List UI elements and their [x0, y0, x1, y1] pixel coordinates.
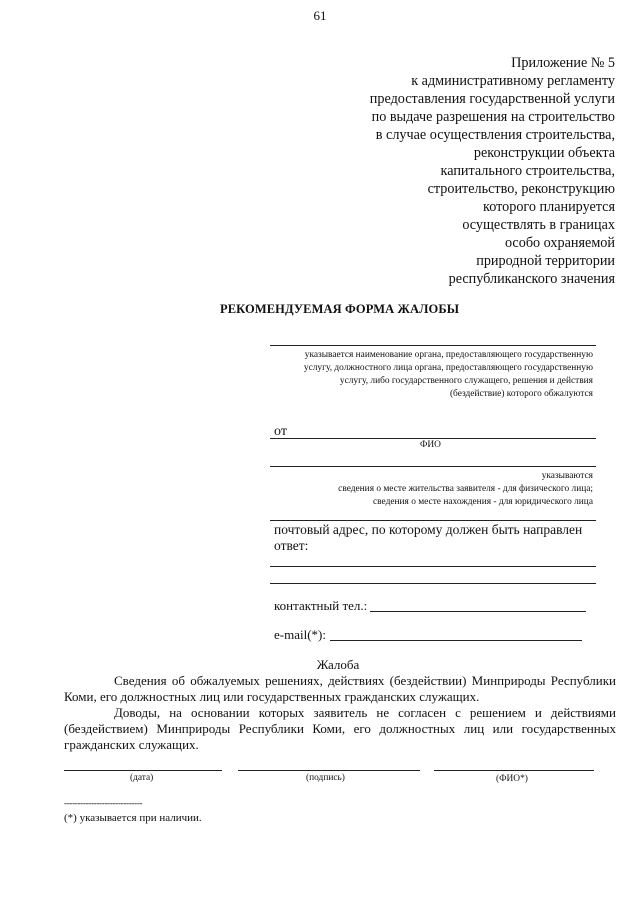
- appendix-line: особо охраняемой: [504, 235, 615, 251]
- appendix-line: осуществлять в границах: [462, 217, 615, 233]
- appendix-line: в случае осуществления строительства,: [375, 127, 615, 143]
- phone-label: контактный тел.:: [274, 598, 368, 613]
- appendix-line: по выдаче разрешения на строительство: [371, 109, 615, 125]
- phone-field[interactable]: [370, 611, 586, 612]
- appendix-line: Приложение № 5: [511, 55, 615, 71]
- address-caption-line: сведения о месте нахождения - для юридического лица: [373, 497, 593, 507]
- appendix-line: к административному регламенту: [411, 73, 615, 89]
- complaint-paragraph: Сведения об обжалуемых решениях, действиях (бездействии) Минприроды Республики Коми, его должностных лиц или государственных гражданских служащих.: [64, 673, 616, 704]
- footnote-rule: -----------------------------: [64, 798, 143, 808]
- appendix-line: капитального строительства,: [440, 163, 615, 179]
- address-caption-line: сведения о месте жительства заявителя - для физического лица;: [338, 484, 593, 494]
- page-number: 61: [313, 8, 327, 23]
- appendix-line: предоставления государственной услуги: [369, 91, 615, 107]
- signature-caption: (подпись): [306, 773, 345, 783]
- appendix-line: республиканского значения: [448, 271, 615, 287]
- signature-fio-field[interactable]: [434, 770, 594, 771]
- appendix-line: строительство, реконструкцию: [427, 181, 615, 197]
- footnote: (*) указывается при наличии.: [64, 812, 202, 824]
- from-label: от: [274, 424, 287, 439]
- divider-line: [270, 520, 596, 521]
- email-field[interactable]: [330, 640, 582, 641]
- organ-caption: указывается наименование органа, предоставляющего государственную услугу, должностного лица органа, предоставляющего государственную услугу, либо государственного служащего, решения и действия (бездействие) которого обжалуются: [303, 350, 593, 399]
- postal-address-label: почтовый адрес, по которому должен быть направлен ответ:: [274, 522, 583, 553]
- fio-caption: ФИО: [420, 440, 441, 450]
- appendix-line: природной территории: [476, 253, 615, 269]
- signature-field[interactable]: [238, 770, 420, 771]
- appendix-header: [285, 54, 615, 288]
- email-label: e-mail(*):: [274, 627, 326, 642]
- postal-address-field[interactable]: [270, 583, 596, 584]
- appendix-line: которого планируется: [483, 199, 615, 215]
- address-field[interactable]: [270, 466, 596, 467]
- complaint-paragraph: Доводы, на основании которых заявитель не согласен с решением и действиями (бездействием) Минприроды Республики Коми, его должностных лиц или государственных гражданских служащих.: [64, 705, 616, 752]
- date-field[interactable]: [64, 770, 222, 771]
- address-caption: [283, 470, 593, 509]
- address-caption-line: указываются: [541, 471, 593, 481]
- date-caption: (дата): [130, 773, 154, 783]
- complaint-title: Жалоба: [316, 657, 360, 672]
- postal-address-field[interactable]: [270, 566, 596, 567]
- fio-field[interactable]: [270, 438, 596, 439]
- organ-name-field[interactable]: [270, 345, 596, 346]
- appendix-line: реконструкции объекта: [473, 145, 615, 161]
- form-title: РЕКОМЕНДУЕМАЯ ФОРМА ЖАЛОБЫ: [220, 302, 460, 316]
- signature-fio-caption: (ФИО*): [496, 774, 528, 784]
